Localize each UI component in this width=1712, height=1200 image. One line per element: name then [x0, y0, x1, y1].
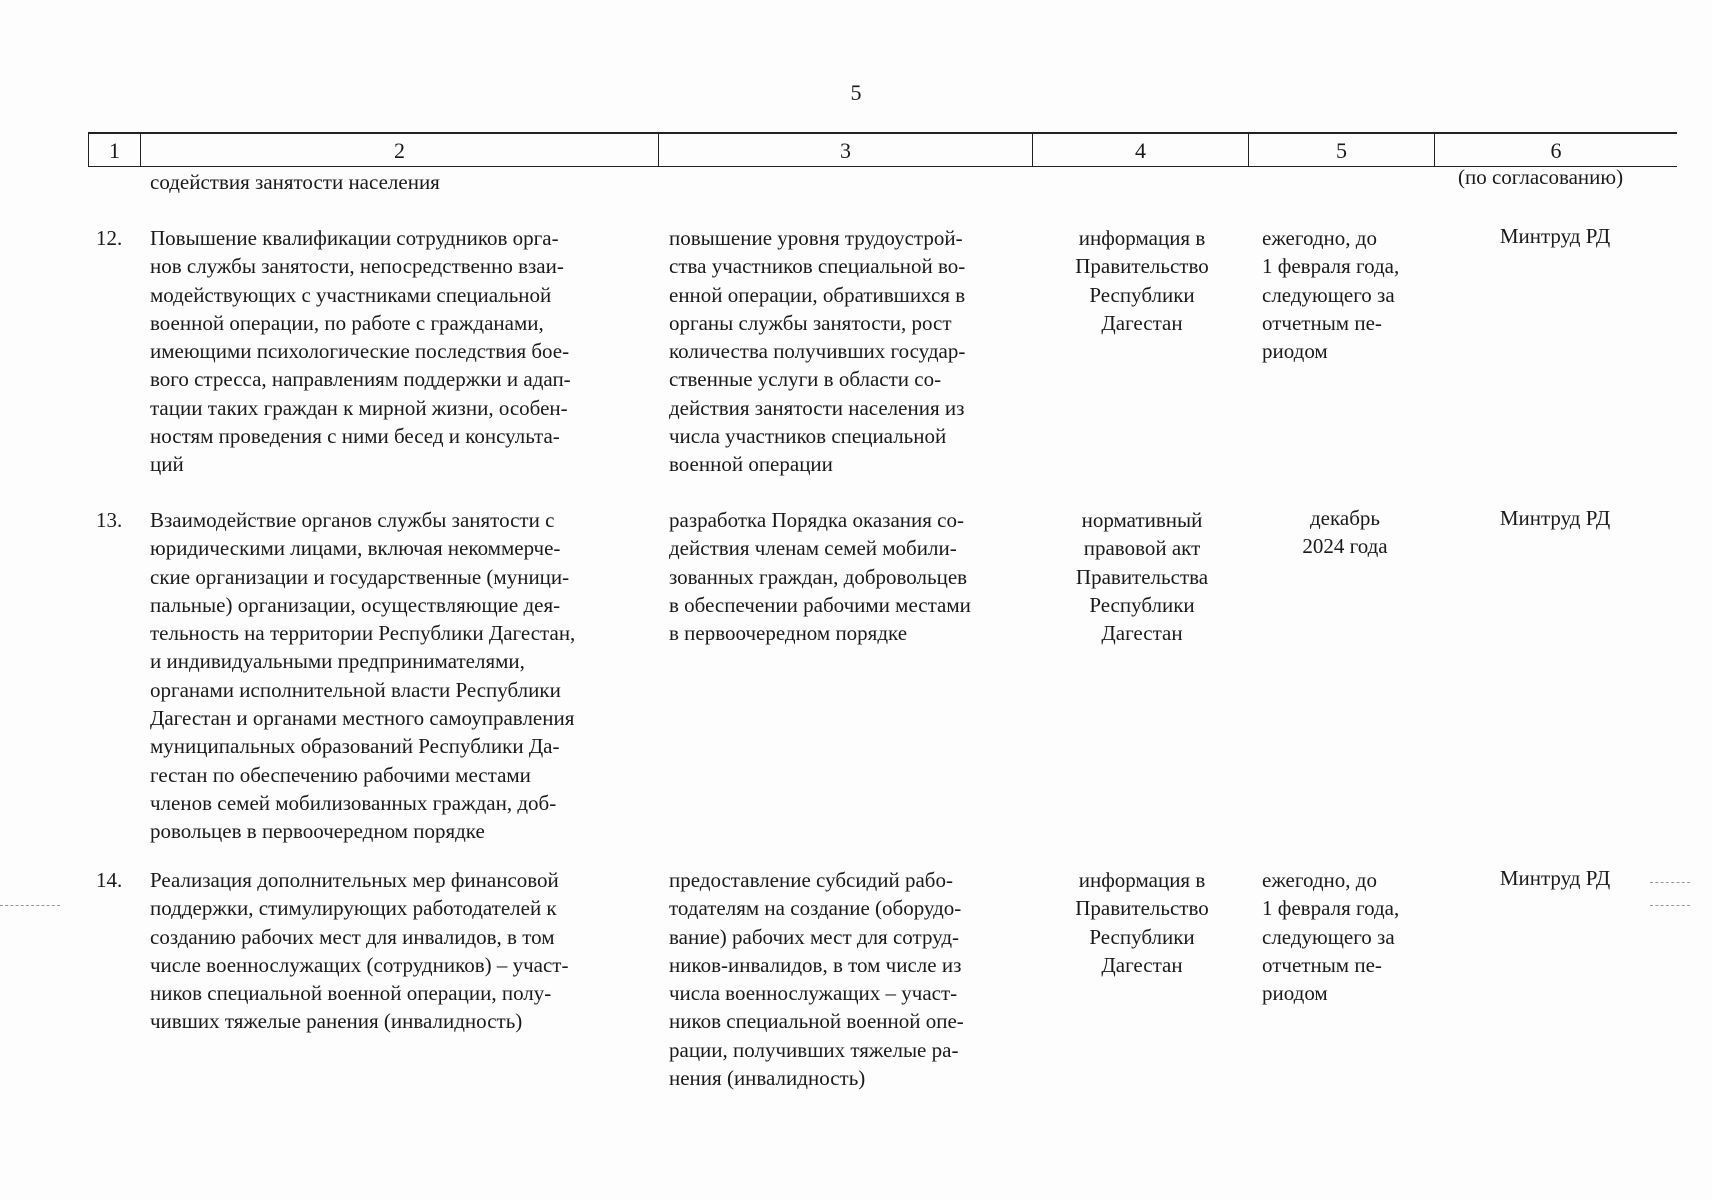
scan-artifact	[1650, 905, 1690, 906]
text-line: числа военнослужащих – участ-	[669, 981, 958, 1006]
text-line: и индивидуальными предпринимателями,	[150, 649, 525, 674]
row-deadline	[1255, 504, 1435, 561]
text-line: в первоочередном порядке	[669, 621, 908, 646]
text-line: имеющими психологические последствия бое-	[150, 339, 570, 364]
row-number: 13.	[96, 508, 123, 532]
text-line: предоставление субсидий рабо-	[669, 868, 953, 892]
text-line: разработка Порядка оказания со-	[669, 508, 964, 532]
text-line: модействующих с участниками специальной	[150, 282, 552, 307]
header-col-6: 6	[1550, 138, 1562, 163]
text-line: 2024 года	[1302, 534, 1388, 559]
header-col-3: 3	[659, 134, 1033, 166]
text-line: Взаимодействие органов службы занятости с	[150, 508, 555, 532]
text-line: нормативный	[1081, 508, 1203, 532]
text-line: вание) рабочих мест для сотруд-	[669, 924, 960, 949]
row-result	[669, 866, 1025, 1092]
text-line: юридическими лицами, включая некоммерче-	[150, 536, 561, 561]
text-line: муниципальных образований Республики Да-	[150, 734, 560, 759]
text-line: Повышение квалификации сотрудников орга-	[150, 226, 559, 250]
text-line: информация в	[1078, 226, 1206, 250]
text-line: риодом	[1262, 981, 1328, 1006]
text-line: енной операции, обратившихся в	[669, 282, 966, 307]
continuation-responsible: (по согласованию)	[1458, 165, 1624, 189]
header-col-2: 2	[141, 134, 659, 166]
text-line: ников-инвалидов, в том числе из	[669, 952, 962, 977]
text-line: Республики	[1089, 924, 1195, 949]
row-activity	[150, 506, 648, 846]
text-line: военной операции	[669, 452, 833, 477]
text-line: действия членам семей мобили-	[669, 536, 957, 561]
text-line: Дагестан и органами местного самоуправления	[150, 706, 575, 731]
text-line: повышение уровня трудоустрой-	[669, 226, 963, 250]
scan-artifact	[1650, 882, 1690, 883]
text-line: чивших тяжелые ранения (инвалидность)	[150, 1009, 523, 1034]
text-line: 1 февраля года,	[1262, 254, 1400, 279]
text-line: зованных граждан, добровольцев	[669, 564, 968, 589]
text-line: количества получивших государ-	[669, 339, 966, 364]
row-deadline	[1262, 866, 1426, 1007]
text-line: следующего за	[1262, 924, 1395, 949]
text-line: Республики	[1089, 282, 1195, 307]
text-line: декабрь	[1310, 506, 1380, 530]
text-line: созданию рабочих мест для инвалидов, в том	[150, 924, 555, 949]
header-col-4: 4	[1033, 134, 1249, 166]
text-line: ские организации и государственные (муници-	[150, 564, 570, 589]
row-result	[669, 506, 1025, 647]
text-line: отчетным пе-	[1262, 310, 1382, 335]
scan-artifact	[0, 905, 60, 906]
text-line: действия занятости населения из	[669, 395, 965, 420]
text-line: пальные) организации, осуществляющие дея-	[150, 592, 561, 617]
text-line: нения (инвалидность)	[669, 1066, 866, 1091]
text-line: Дагестан	[1101, 952, 1183, 977]
text-line: Правительства	[1075, 564, 1209, 589]
header-col-1: 1	[89, 134, 141, 166]
text-line: ровольцев в первоочередном порядке	[150, 819, 485, 844]
text-line: ежегодно, до	[1262, 226, 1377, 250]
text-line: тации таких граждан к мирной жизни, особен-	[150, 395, 568, 420]
row-result	[669, 224, 1025, 479]
text-line: отчетным пе-	[1262, 952, 1382, 977]
text-line: ций	[150, 452, 184, 477]
text-line: Дагестан	[1101, 310, 1183, 335]
row-activity	[150, 224, 648, 479]
text-line: ностям проведения с ними бесед и консульта-	[150, 424, 560, 449]
text-line: информация в	[1078, 868, 1206, 892]
text-line: тельность на территории Республики Дагестан,	[150, 621, 576, 646]
text-line: вого стресса, направлениям поддержки и адап-	[150, 367, 571, 392]
table-header-row	[88, 132, 1677, 167]
text-line: нов службы занятости, непосредственно взаи-	[150, 254, 564, 279]
text-line: Дагестан	[1101, 621, 1183, 646]
text-line: следующего за	[1262, 282, 1395, 307]
text-line: Реализация дополнительных мер финансовой	[150, 868, 559, 892]
text-line: тодателям на создание (оборудо-	[669, 896, 962, 921]
text-line: правовой акт	[1083, 536, 1201, 561]
text-line: органами исполнительной власти Республики	[150, 677, 561, 702]
row-report-form	[1032, 224, 1252, 337]
text-line: Республики	[1089, 592, 1195, 617]
row-responsible: Минтруд РД	[1499, 224, 1611, 248]
text-line: рации, получивших тяжелые ра-	[669, 1037, 959, 1062]
text-line: ежегодно, до	[1262, 868, 1377, 892]
text-line: ственные услуги в области со-	[669, 367, 942, 392]
text-line: в обеспечении рабочими местами	[669, 592, 971, 617]
text-line: числе военнослужащих (сотрудников) – участ-	[150, 952, 569, 977]
text-line: ников специальной военной операции, полу-	[150, 981, 552, 1006]
text-line: поддержки, стимулирующих работодателей к	[150, 896, 557, 921]
text-line: органы службы занятости, рост	[669, 310, 952, 335]
row-activity	[150, 866, 648, 1036]
text-line: 1 февраля года,	[1262, 896, 1400, 921]
row-responsible: Минтруд РД	[1499, 866, 1611, 890]
text-line: Правительство	[1075, 254, 1209, 279]
row-deadline	[1262, 224, 1426, 365]
text-line: военной операции, по работе с гражданами,	[150, 310, 544, 335]
row-report-form	[1032, 506, 1252, 647]
text-line: членов семей мобилизованных граждан, доб-	[150, 790, 557, 815]
row-number: 14.	[96, 868, 123, 892]
continuation-activity: содействия занятости населения	[150, 170, 440, 194]
text-line: числа участников специальной	[669, 424, 947, 449]
row-number: 12.	[96, 226, 123, 250]
row-report-form	[1032, 866, 1252, 979]
text-line: ства участников специальной во-	[669, 254, 966, 279]
page-number: 5	[850, 80, 862, 105]
text-line: ников специальной военной опе-	[669, 1009, 964, 1034]
text-line: риодом	[1262, 339, 1328, 364]
header-col-5: 5	[1249, 134, 1435, 166]
text-line: гестан по обеспечению рабочими местами	[150, 762, 531, 787]
text-line: Правительство	[1075, 896, 1209, 921]
row-responsible: Минтруд РД	[1499, 506, 1611, 530]
